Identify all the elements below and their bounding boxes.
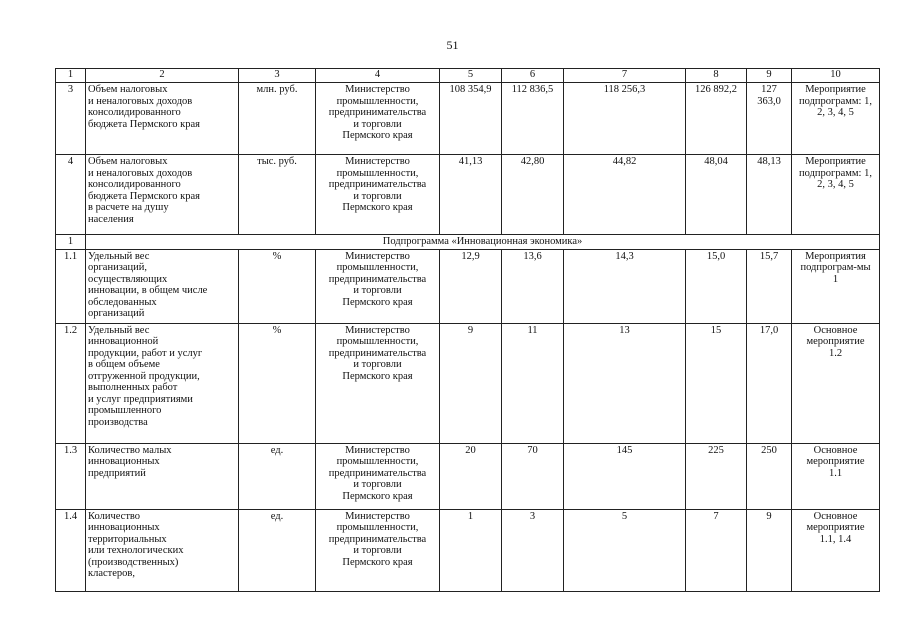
- note-line: подпрограмм: 1,: [799, 95, 872, 107]
- value-year-5: 17,0: [747, 323, 792, 443]
- value-year-2: 70: [502, 443, 564, 509]
- column-number-3: 3: [239, 69, 316, 83]
- note-line: Основное: [813, 510, 858, 522]
- note: [792, 443, 880, 509]
- table-row: [56, 155, 880, 235]
- table-row: [56, 83, 880, 155]
- indicator-name-line: (производственных): [88, 556, 179, 568]
- indicator-name-line: населения: [88, 213, 134, 225]
- indicator-name-line: промышленного: [88, 405, 162, 416]
- value-year-5: 48,13: [747, 155, 792, 235]
- column-number-row: [56, 69, 880, 83]
- indicator-name-line: Удельный вес: [88, 324, 150, 336]
- indicator-name-line: организаций,: [88, 262, 147, 273]
- indicator-name: [86, 83, 239, 155]
- executor: [316, 83, 440, 155]
- indicator-name-line: и неналоговых доходов: [88, 167, 193, 179]
- note-line: 2, 3, 4, 5: [817, 179, 854, 190]
- note-line: 1.2: [828, 347, 843, 359]
- unit: млн. руб.: [239, 83, 316, 155]
- note: [792, 323, 880, 443]
- note: [792, 509, 880, 591]
- indicator-name-line: территориальных: [88, 533, 167, 545]
- value-year-3: 5: [564, 509, 686, 591]
- value-year-4: 7: [686, 509, 747, 591]
- indicator-name: [86, 249, 239, 323]
- executor: [316, 443, 440, 509]
- indicator-name-line: и неналоговых доходов: [88, 95, 193, 107]
- value-year-3: 13: [564, 323, 686, 443]
- column-number-10: 10: [792, 69, 880, 83]
- indicator-name-line: инновационных: [88, 456, 160, 467]
- executor-line: промышленности,: [336, 95, 419, 107]
- value-year-5: 15,7: [747, 249, 792, 323]
- note: [792, 249, 880, 323]
- note-line: мероприятие: [806, 522, 865, 533]
- table-row: [56, 443, 880, 509]
- value-year-3: 145: [564, 443, 686, 509]
- section-number: 1: [56, 235, 86, 250]
- executor-line: и торговли: [353, 118, 402, 130]
- indicator-name-line: Количество малых: [88, 444, 172, 456]
- indicator-name-line: продукции, работ и услуг: [88, 347, 203, 359]
- value-year-4: 126 892,2: [686, 83, 747, 155]
- executor-line: промышленности,: [336, 262, 419, 273]
- page-number: 51: [446, 38, 459, 52]
- indicator-name-line: бюджета Пермского края: [88, 190, 200, 202]
- executor-line: Министерство: [345, 444, 410, 456]
- executor-line: Министерство: [345, 510, 410, 522]
- table-row: [56, 323, 880, 443]
- indicator-name: [86, 443, 239, 509]
- note-line: подпрограм-мы: [800, 262, 871, 273]
- executor-line: предпринимательства: [328, 467, 427, 479]
- note-line: Основное: [813, 444, 858, 456]
- indicator-name-line: выполненных работ: [88, 382, 178, 393]
- table-row: [56, 249, 880, 323]
- executor-line: предпринимательства: [328, 347, 427, 359]
- executor: [316, 323, 440, 443]
- indicators-table: [55, 68, 880, 592]
- indicator-name: [86, 323, 239, 443]
- indicator-name-line: в расчете на душу: [88, 202, 169, 213]
- value-year-2: 112 836,5: [502, 83, 564, 155]
- executor-line: Пермского края: [342, 490, 413, 502]
- indicator-name-line: Объем налоговых: [88, 84, 168, 95]
- executor-line: Пермского края: [342, 296, 413, 308]
- note-line: мероприятие: [806, 456, 865, 467]
- note-line: подпрограмм: 1,: [799, 167, 872, 179]
- column-number-5: 5: [440, 69, 502, 83]
- indicator-name-line: Объем налоговых: [88, 156, 168, 167]
- indicator-name-line: консолидированного: [88, 179, 181, 190]
- value-year-1: 108 354,9: [440, 83, 502, 155]
- note-line: Основное: [813, 324, 858, 336]
- section-title: Подпрограмма «Инновационная экономика»: [86, 235, 880, 250]
- value-year-4: 48,04: [686, 155, 747, 235]
- column-number-9: 9: [747, 69, 792, 83]
- unit: %: [239, 323, 316, 443]
- executor-line: Министерство: [345, 84, 410, 95]
- indicator-name-line: в общем объеме: [88, 359, 160, 370]
- value-year-5: 127 363,0: [747, 83, 792, 155]
- executor-line: и торговли: [353, 479, 402, 490]
- row-number: 1.1: [56, 249, 86, 323]
- column-number-8: 8: [686, 69, 747, 83]
- value-year-2: 13,6: [502, 249, 564, 323]
- indicator-name-line: Удельный вес: [88, 250, 150, 262]
- value-year-3: 44,82: [564, 155, 686, 235]
- executor: [316, 155, 440, 235]
- executor-line: Министерство: [345, 156, 410, 167]
- unit: %: [239, 249, 316, 323]
- indicator-name-line: Количество: [88, 510, 141, 522]
- value-year-3: 14,3: [564, 249, 686, 323]
- value-year-4: 15: [686, 323, 747, 443]
- executor-line: Пермского края: [342, 130, 413, 141]
- executor-line: и торговли: [353, 359, 402, 370]
- value-year-1: 9: [440, 323, 502, 443]
- executor-line: промышленности,: [336, 167, 419, 179]
- executor-line: промышленности,: [336, 456, 419, 467]
- note-line: 1.1: [828, 467, 843, 479]
- indicator-name-line: осуществляющих: [88, 273, 168, 285]
- row-number: 3: [56, 83, 86, 155]
- executor-line: предпринимательства: [328, 533, 427, 545]
- executor: [316, 249, 440, 323]
- indicator-name-line: консолидированного: [88, 107, 181, 118]
- executor-line: Министерство: [345, 250, 410, 262]
- value-year-4: 225: [686, 443, 747, 509]
- value-year-1: 12,9: [440, 249, 502, 323]
- executor: [316, 509, 440, 591]
- note: [792, 83, 880, 155]
- column-number-1: 1: [56, 69, 86, 83]
- row-number: 1.4: [56, 509, 86, 591]
- note-line: 1: [832, 273, 839, 285]
- value-year-1: 20: [440, 443, 502, 509]
- value-year-2: 3: [502, 509, 564, 591]
- value-year-4: 15,0: [686, 249, 747, 323]
- indicator-name-line: инновационной: [88, 336, 159, 347]
- note-line: Мероприятие: [805, 84, 866, 95]
- executor-line: Пермского края: [342, 202, 413, 213]
- unit: тыс. руб.: [239, 155, 316, 235]
- indicator-name-line: или технологических: [88, 545, 184, 556]
- note-line: 1.1, 1.4: [819, 533, 852, 545]
- value-year-1: 41,13: [440, 155, 502, 235]
- indicator-name-line: кластеров,: [88, 568, 135, 579]
- value-year-1: 1: [440, 509, 502, 591]
- value-year-5: 250: [747, 443, 792, 509]
- executor-line: и торговли: [353, 545, 402, 556]
- executor-line: Пермского края: [342, 556, 413, 568]
- column-number-7: 7: [564, 69, 686, 83]
- executor-line: предпринимательства: [328, 107, 427, 118]
- note-line: Мероприятие: [805, 156, 866, 167]
- executor-line: и торговли: [353, 190, 402, 202]
- column-number-4: 4: [316, 69, 440, 83]
- row-number: 1.2: [56, 323, 86, 443]
- note: [792, 155, 880, 235]
- executor-line: Министерство: [345, 324, 410, 336]
- executor-line: предпринимательства: [328, 273, 427, 285]
- unit: ед.: [239, 443, 316, 509]
- unit: ед.: [239, 509, 316, 591]
- value-year-3: 118 256,3: [564, 83, 686, 155]
- indicator-name-line: организаций: [88, 308, 145, 319]
- indicator-name-line: предприятий: [88, 467, 146, 479]
- indicator-name-line: и услуг предприятиями: [88, 393, 193, 405]
- indicator-name-line: инновации, в общем числе: [88, 285, 208, 296]
- note-line: Мероприятия: [805, 250, 866, 262]
- indicator-name-line: производства: [88, 416, 148, 428]
- note-line: 2, 3, 4, 5: [817, 107, 854, 118]
- indicator-name-line: бюджета Пермского края: [88, 118, 200, 130]
- section-row: [56, 235, 880, 250]
- executor-line: промышленности,: [336, 336, 419, 347]
- executor-line: Пермского края: [342, 370, 413, 382]
- executor-line: промышленности,: [336, 522, 419, 533]
- indicator-name-line: отгруженной продукции,: [88, 370, 200, 382]
- executor-line: предпринимательства: [328, 179, 427, 190]
- note-line: мероприятие: [806, 336, 865, 347]
- indicator-name: [86, 155, 239, 235]
- row-number: 4: [56, 155, 86, 235]
- value-year-2: 42,80: [502, 155, 564, 235]
- value-year-5: 9: [747, 509, 792, 591]
- indicator-name-line: обследованных: [88, 296, 157, 308]
- executor-line: и торговли: [353, 285, 402, 296]
- row-number: 1.3: [56, 443, 86, 509]
- value-year-2: 11: [502, 323, 564, 443]
- column-number-6: 6: [502, 69, 564, 83]
- indicator-name-line: инновационных: [88, 522, 160, 533]
- indicator-name: [86, 509, 239, 591]
- table-row: [56, 509, 880, 591]
- column-number-2: 2: [86, 69, 239, 83]
